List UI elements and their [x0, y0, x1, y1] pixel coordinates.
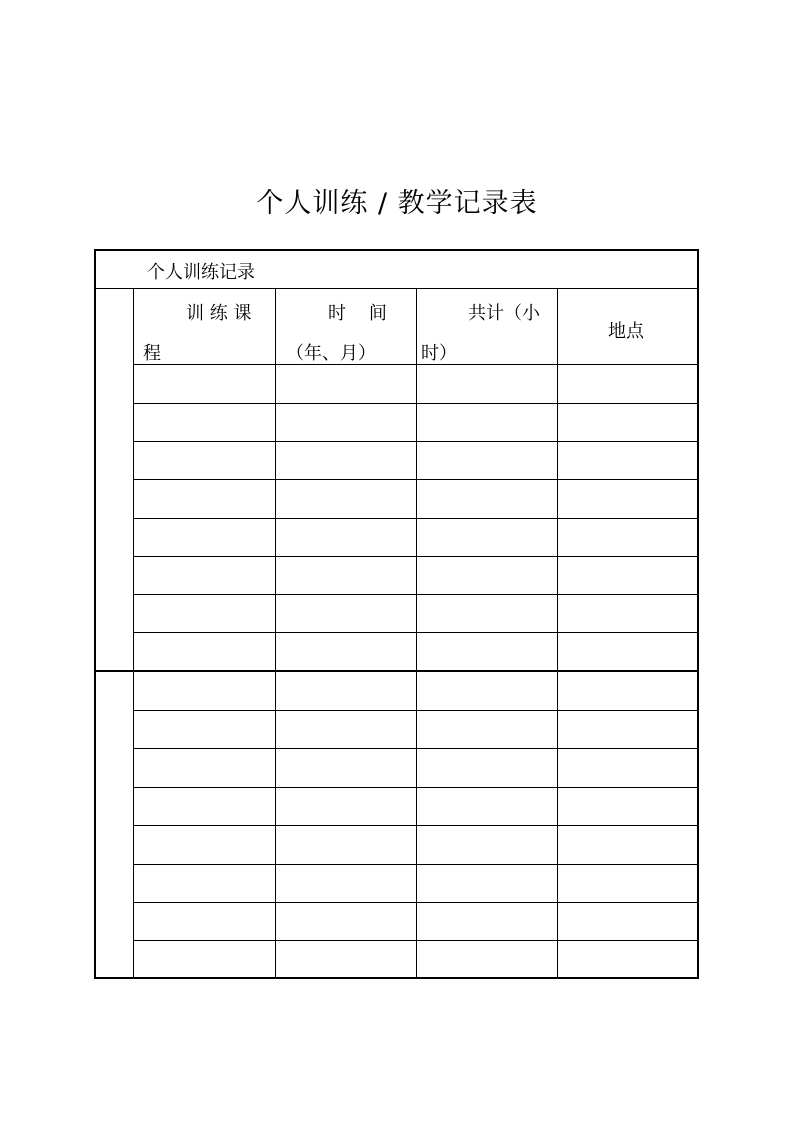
- record-table: [94, 249, 699, 979]
- table-row: [133, 864, 697, 865]
- column-header-total: 共计（小: [468, 303, 540, 324]
- column-header-time: 时 间: [328, 303, 387, 324]
- section-label: 个人训练记录: [147, 262, 255, 283]
- table-grid-line: [96, 288, 697, 289]
- table-row: [133, 940, 697, 941]
- page-title: 个人训练 / 教学记录表: [256, 188, 538, 219]
- block-separator: [96, 670, 697, 672]
- table-row: [133, 441, 697, 442]
- column-header-course: 训 练 课: [186, 303, 252, 324]
- table-row: [133, 556, 697, 557]
- table-row: [133, 710, 697, 711]
- table-grid-line: [557, 288, 558, 979]
- table-grid-line: [133, 288, 134, 979]
- table-row: [133, 787, 697, 788]
- column-header-location: 地点: [608, 321, 644, 342]
- table-row: [133, 364, 697, 365]
- table-row: [133, 825, 697, 826]
- table-row: [133, 403, 697, 404]
- table-row: [133, 632, 697, 633]
- table-grid-line: [275, 288, 276, 979]
- table-row: [133, 748, 697, 749]
- column-header-course: 程: [143, 343, 161, 364]
- column-header-total: 时）: [421, 343, 457, 364]
- table-row: [133, 902, 697, 903]
- column-header-time: （年、月）: [286, 343, 376, 364]
- table-row: [133, 518, 697, 519]
- table-row: [133, 479, 697, 480]
- table-row: [133, 594, 697, 595]
- table-grid-line: [416, 288, 417, 979]
